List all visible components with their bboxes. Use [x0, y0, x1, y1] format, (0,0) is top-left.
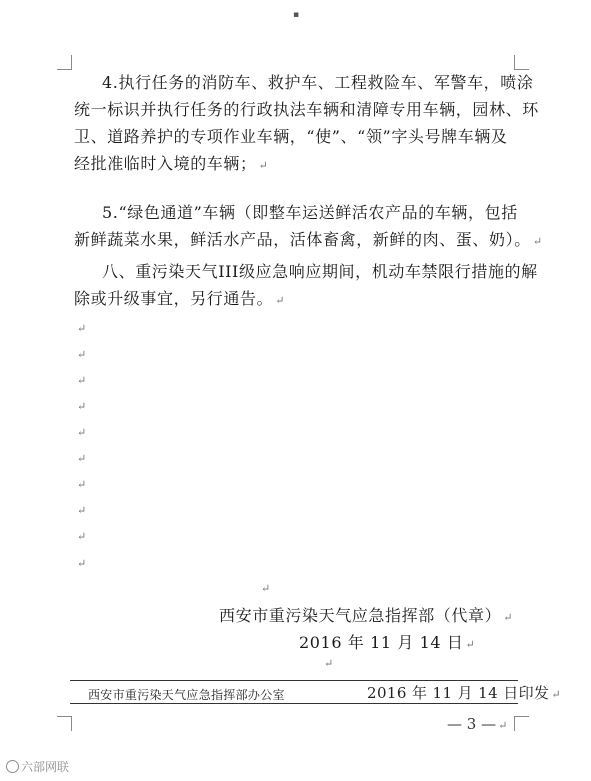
paragraph-mark-icon: ↵	[77, 426, 87, 439]
paragraph-mark-icon: ↵	[465, 638, 476, 651]
top-center-mark: ▪	[293, 10, 300, 20]
paragraph-mark-icon: ↵	[77, 400, 87, 413]
crop-mark-bottom-left	[57, 716, 72, 731]
crop-mark-top-left	[57, 55, 72, 70]
footer-top-rule	[70, 680, 518, 681]
paragraph-mark-icon: ↵	[77, 452, 87, 465]
paragraph-mark-icon: ↵	[261, 582, 271, 595]
footer-printed-date-text: 2016 年 11 月 14 日印发	[367, 684, 550, 702]
item4-line4	[74, 150, 524, 179]
signature-org-text: 西安市重污染天气应急指挥部（代章）	[219, 606, 502, 625]
footer-bottom-rule	[70, 703, 518, 704]
paragraph-mark-icon: ↵	[77, 322, 87, 335]
item8-line2-text: 除或升级事宜，另行通告。	[74, 289, 274, 308]
paragraph-mark-icon: ↵	[77, 348, 87, 361]
paragraph-mark-icon: ↵	[498, 719, 508, 732]
paragraph-mark-icon: ↵	[77, 557, 87, 570]
signature-date	[299, 630, 475, 653]
paragraph-mark-icon: ↵	[77, 504, 87, 517]
item8-line1: 八、重污染天气III级应急响应期间，机动车禁限行措施的解	[102, 262, 538, 281]
paragraph-mark-icon: ↵	[275, 294, 286, 307]
paragraph-mark-icon: ↵	[77, 530, 87, 543]
paragraph-mark-icon: ↵	[77, 374, 87, 387]
signature-date-text: 2016 年 11 月 14 日	[299, 633, 464, 652]
item5-line1: 5.“绿色通道”车辆（即整车运送鲜活农产品的车辆，包括	[102, 203, 518, 222]
crop-mark-bottom-right	[514, 716, 529, 731]
page-number-text: — 3 —	[447, 715, 497, 733]
watermark-logo-icon	[6, 760, 19, 773]
item4-line2: 统一标识并执行任务的行政执法车辆和清障专用车辆，园林、环	[74, 100, 539, 119]
paragraph-mark-icon: ↵	[551, 688, 562, 701]
paragraph-mark-icon: ↵	[532, 235, 543, 248]
crop-mark-top-right	[514, 55, 529, 70]
watermark	[6, 758, 69, 775]
paragraph-mark-icon: ↵	[324, 657, 334, 670]
item4-line3: 卫、道路养护的专项作业车辆，“使”、“领”字头号牌车辆及	[74, 127, 508, 146]
footer-printed-date	[367, 682, 561, 703]
signature-org	[219, 603, 513, 626]
item5-line2	[74, 226, 543, 255]
paragraph-mark-icon: ↵	[503, 611, 514, 624]
paragraph-mark-icon: ↵	[77, 478, 87, 491]
item5-line2-text: 新鲜蔬菜水果，鲜活水产品，活体畜禽，新鲜的肉、蛋、奶）。	[74, 230, 531, 249]
item4-line1: 4.执行任务的消防车、救护车、工程救险车、军警车，喷涂	[102, 73, 534, 92]
item8-line2	[74, 285, 524, 314]
watermark-text: 六部网联	[21, 760, 70, 774]
paragraph-mark-icon: ↵	[258, 159, 269, 172]
item4-line4-text: 经批准临时入境的车辆；	[74, 154, 257, 173]
page-number	[447, 715, 507, 733]
footer-issuer: 西安市重污染天气应急指挥部办公室	[88, 688, 285, 702]
